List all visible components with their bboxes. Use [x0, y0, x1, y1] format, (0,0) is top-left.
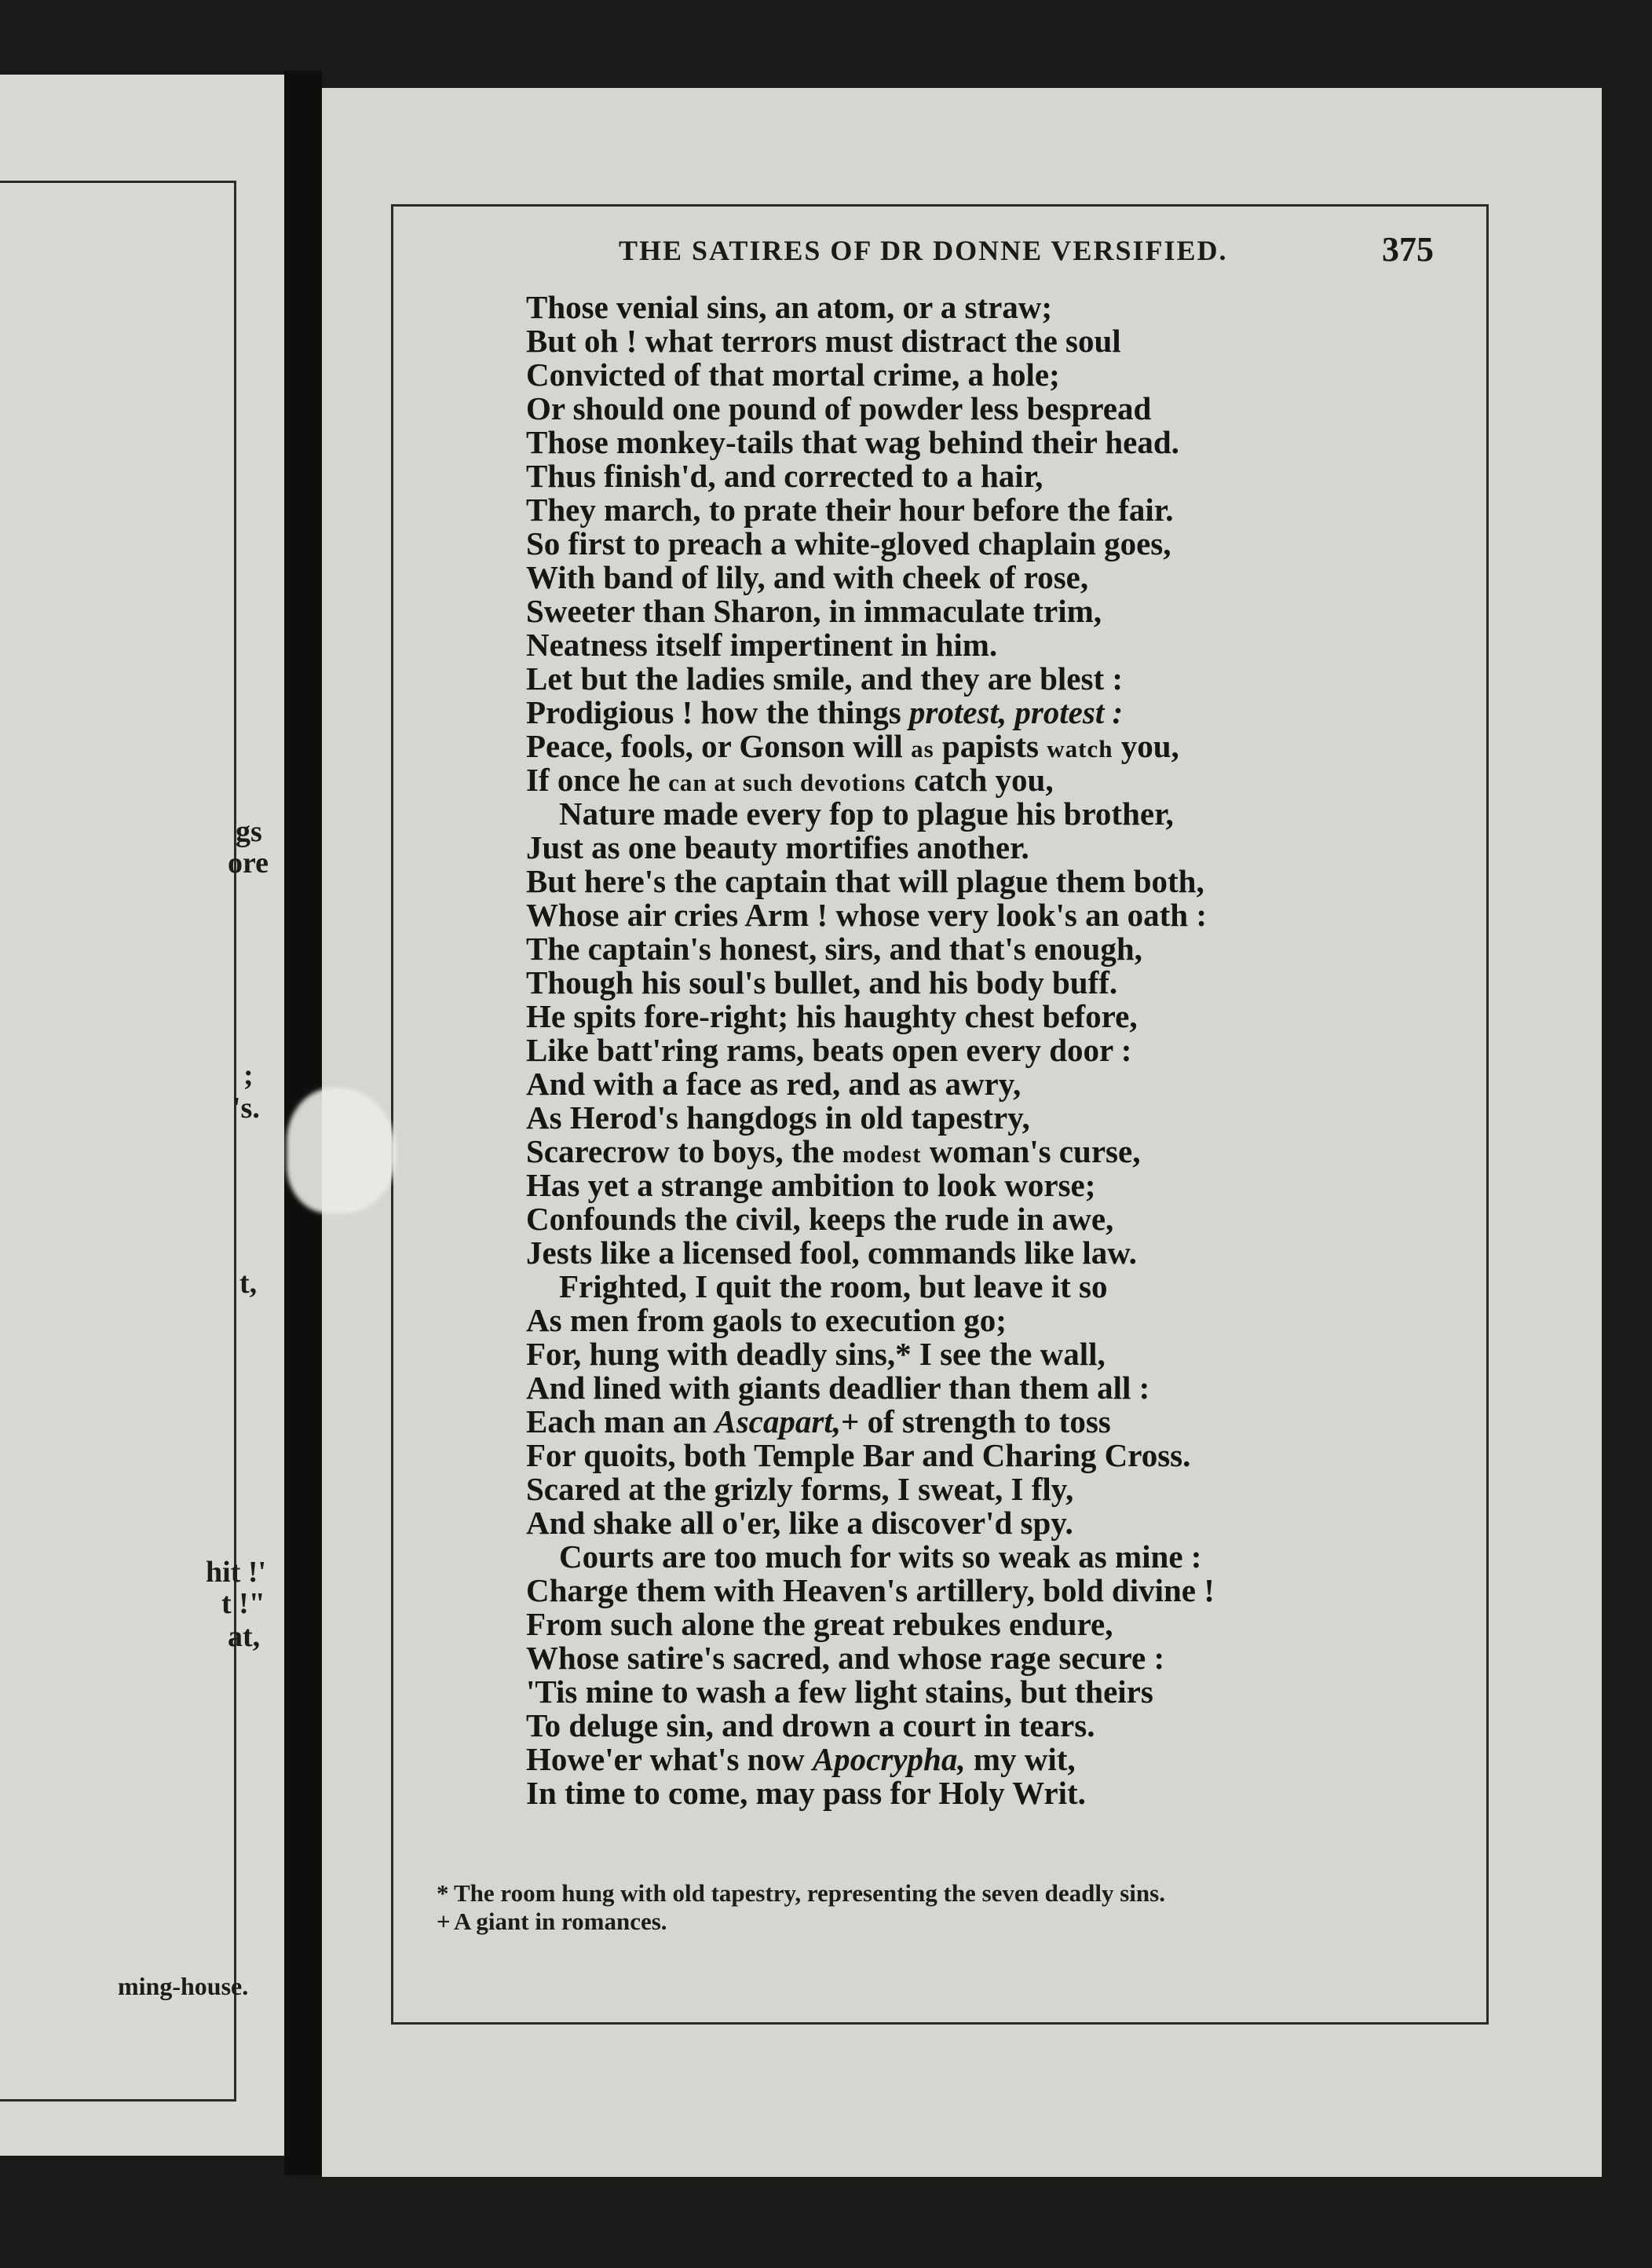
poem-line: From such alone the great rebukes endure,	[526, 1606, 1113, 1642]
footnote-mark: +	[437, 1908, 451, 1935]
left-page-frame	[0, 181, 236, 2102]
poem-line: Convicted of that mortal crime, a hole;	[526, 357, 1060, 393]
poem-line: For quoits, both Temple Bar and Charing Cross.	[526, 1437, 1191, 1473]
poem-line-text: Peace, fools, or Gonson will	[526, 728, 903, 764]
poem-line: Has yet a strange ambition to look worse;	[526, 1167, 1096, 1203]
running-head: THE SATIRES OF DR DONNE VERSIFIED.	[619, 235, 1228, 266]
poem-line: He spits fore-right; his haughty chest before,	[526, 998, 1138, 1034]
poem-line: Jests like a licensed fool, commands like law.	[526, 1235, 1137, 1271]
poem-line: Thus finish'd, and corrected to a hair,	[526, 458, 1043, 494]
italic-word: Apocrypha,	[812, 1741, 966, 1777]
left-fragment: t,	[239, 1267, 258, 1300]
italic-word: Ascapart,	[715, 1403, 841, 1439]
poem-line: As Herod's hangdogs in old tapestry,	[526, 1099, 1030, 1136]
left-fragment: at,	[228, 1620, 261, 1653]
small-caps-phrase: can at such devotions	[668, 769, 906, 796]
poem-line: The captain's honest, sirs, and that's enough,	[526, 931, 1142, 967]
left-fragment: 's.	[232, 1092, 260, 1125]
page-number: 375	[1382, 230, 1434, 269]
poem-line: They march, to prate their hour before the fair.	[526, 492, 1174, 528]
poem-line: 'Tis mine to wash a few light stains, but theirs	[526, 1674, 1153, 1710]
small-caps-word: watch	[1047, 735, 1113, 763]
poem-line-text: If once he	[526, 762, 660, 798]
left-fragment: ;	[243, 1059, 254, 1092]
poem-line	[526, 696, 1215, 730]
poem-line: For, hung with deadly sins,* I see the wall,	[526, 1336, 1106, 1372]
poem-line: Whose air cries Arm ! whose very look's an oath :	[526, 897, 1208, 933]
poem-line: In time to come, may pass for Holy Writ.	[526, 1775, 1086, 1811]
poem-line: Whose satire's sacred, and whose rage secure :	[526, 1640, 1165, 1676]
poem-line: Let but the ladies smile, and they are blest :	[526, 660, 1124, 697]
poem-line-text: papists	[934, 728, 1047, 764]
footnote	[437, 1879, 1165, 1908]
poem-line: And with a face as red, and as awry,	[526, 1066, 1022, 1102]
footnote	[437, 1908, 1165, 1936]
poem-line: But oh ! what terrors must distract the soul	[526, 323, 1121, 359]
poem-line-text: Scarecrow to boys, the	[526, 1133, 835, 1169]
poem-line: Or should one pound of powder less bespread	[526, 390, 1152, 426]
italic-phrase: protest, protest :	[908, 694, 1124, 730]
poem-line: Those monkey-tails that wag behind their head.	[526, 424, 1179, 460]
footnote-text: A giant in romances.	[454, 1908, 667, 1935]
poem-line: Just as one beauty mortifies another.	[526, 829, 1029, 865]
poem-line: Sweeter than Sharon, in immaculate trim,	[526, 593, 1102, 629]
poem-line: As men from gaols to execution go;	[526, 1302, 1007, 1338]
footnote-text: The room hung with old tapestry, representing the seven deadly sins.	[454, 1879, 1165, 1907]
poem-line-text: + of strength to toss	[840, 1403, 1111, 1439]
poem-line	[526, 1135, 1215, 1169]
poem-line-text: catch you,	[905, 762, 1054, 798]
poem-line: So first to preach a white-gloved chaplain goes,	[526, 525, 1171, 562]
poem-line	[526, 1743, 1215, 1776]
poem-line-text: woman's curse,	[921, 1133, 1141, 1169]
small-caps-word: modest	[842, 1140, 922, 1168]
poem-line-text: you,	[1113, 728, 1179, 764]
poem-line-text: Prodigious ! how the things	[526, 694, 901, 730]
poem-line	[526, 730, 1215, 763]
poem-line	[526, 1405, 1215, 1439]
poem-line: Nature made every fop to plague his brother,	[559, 796, 1174, 832]
poem-line: Scared at the grizly forms, I sweat, I fly,	[526, 1471, 1074, 1507]
poem-line: Though his soul's bullet, and his body buff.	[526, 964, 1118, 1000]
poem-line	[526, 763, 1215, 797]
left-fragment: hit !'	[206, 1556, 267, 1589]
poem-line: And shake all o'er, like a discover'd spy.	[526, 1505, 1073, 1541]
footnotes	[437, 1879, 1165, 1936]
poem-line-text: my wit,	[965, 1741, 1076, 1777]
poem-line: Like batt'ring rams, beats open every door :	[526, 1032, 1132, 1068]
left-fragment: ore	[228, 847, 269, 880]
poem-line: Those venial sins, an atom, or a straw;	[526, 289, 1053, 325]
poem-line: But here's the captain that will plague them both,	[526, 863, 1204, 899]
poem-line: Courts are too much for wits so weak as mine :	[559, 1538, 1202, 1575]
poem-line: With band of lily, and with cheek of rose,	[526, 559, 1089, 595]
poem-line: Charge them with Heaven's artillery, bold divine !	[526, 1572, 1215, 1608]
poem-line: Frighted, I quit the room, but leave it so	[559, 1268, 1108, 1304]
footnote-mark: *	[437, 1879, 449, 1907]
left-fragment: gs	[236, 815, 262, 848]
poem-line: Confounds the civil, keeps the rude in awe,	[526, 1201, 1114, 1237]
left-fragment: t !"	[221, 1587, 265, 1620]
left-fragment: ming-house.	[118, 1972, 249, 2000]
poem-line: And lined with giants deadlier than them all :	[526, 1370, 1150, 1406]
small-caps-word: as	[911, 735, 934, 763]
left-page	[0, 75, 289, 2156]
poem-line: To deluge sin, and drown a court in tears.	[526, 1707, 1095, 1743]
poem-line: Neatness itself impertinent in him.	[526, 627, 998, 663]
poem-line-text: Howe'er what's now	[526, 1741, 805, 1777]
poem-line-text: Each man an	[526, 1403, 707, 1439]
poem	[526, 291, 1215, 1810]
